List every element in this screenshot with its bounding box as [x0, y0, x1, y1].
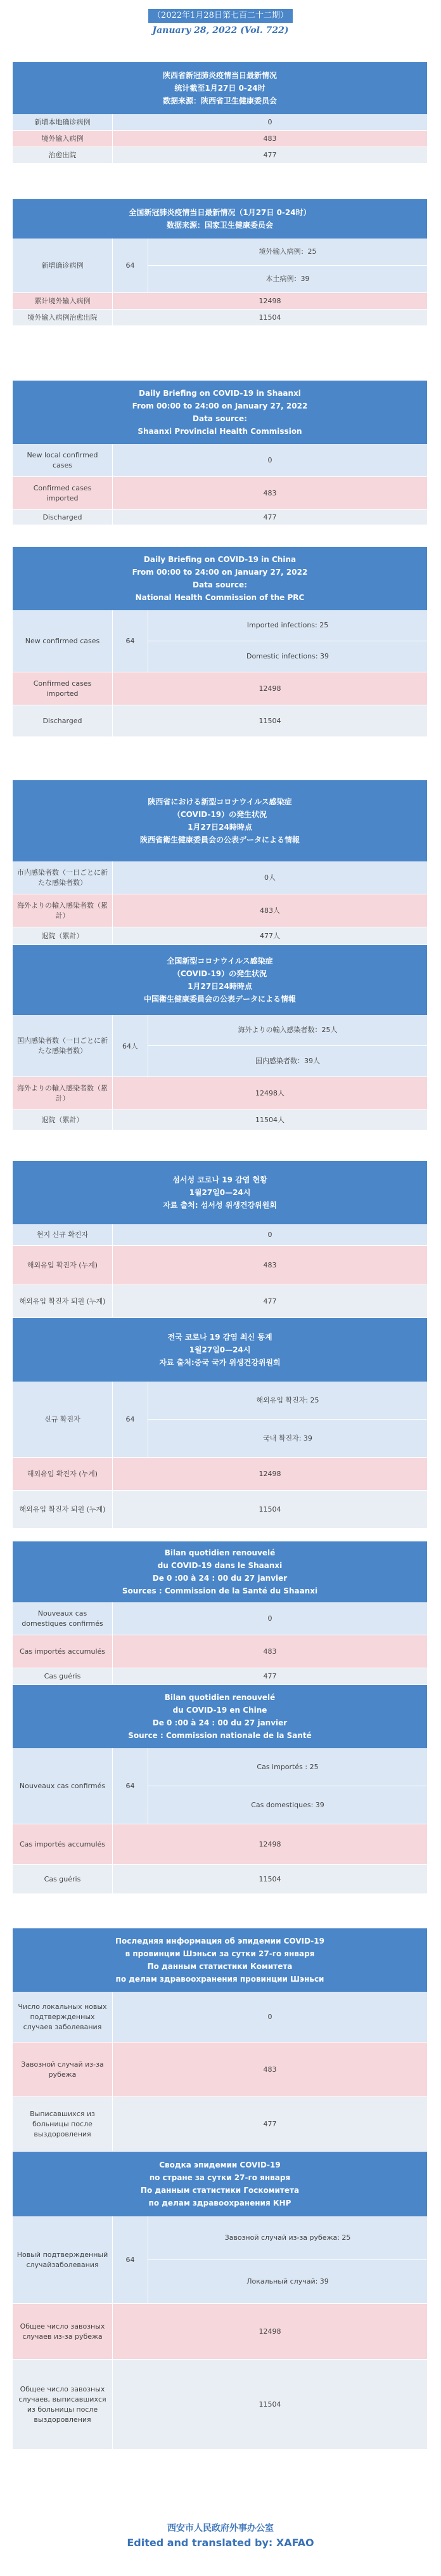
- section-title-line: по стране за сутки 27-го января: [149, 2173, 291, 2182]
- row-label: 현지 신규 확진자: [36, 1230, 89, 1239]
- table-row: [13, 310, 427, 326]
- section-title-line: Сводка эпидемии COVID-19: [159, 2161, 281, 2169]
- section-title-line: 전국 코로나 19 감염 최신 동계: [167, 1333, 272, 1342]
- section-title-line: По данным статистики Госкомитета: [140, 2186, 300, 2195]
- row-value: 477: [112, 510, 427, 525]
- row-label: Confirmed cases imported: [33, 679, 92, 698]
- row-label: 海外よりの輸入感染者数（累計）: [17, 1083, 108, 1102]
- briefing-section-ja_china: [13, 945, 427, 1130]
- section-title-line: Shaanxi Provincial Health Commission: [137, 427, 302, 436]
- row-label: 해외유입 확진자 퇴원 (누계): [19, 1297, 106, 1305]
- row-label: 退院（累計）: [41, 1115, 84, 1124]
- row-value: 11504: [112, 1865, 427, 1893]
- row-label: Nouveaux cas domestiques confirmés: [22, 1609, 103, 1628]
- briefing-section-ko_shaanxi: [13, 1161, 427, 1318]
- domestic-cases: 本土病例：39: [265, 275, 310, 283]
- row-label: 해외유입 확진자 (누계): [27, 1260, 98, 1269]
- section-title-line: Source : Commission nationale de la Santé: [128, 1731, 312, 1740]
- row-label: 退院（累計）: [41, 931, 84, 940]
- row-value: 11504: [112, 705, 427, 736]
- table-row: [13, 293, 427, 310]
- section-title-line: 1월27일0—24시: [189, 1345, 251, 1354]
- section-title-line: 자료 출처: 섬서성 위생건강위원회: [163, 1201, 277, 1210]
- briefing-section-fr_shaanxi: [13, 1541, 427, 1685]
- row-label: New local confirmed cases: [27, 450, 98, 469]
- row-value: 483: [112, 1246, 427, 1285]
- section-title-line: 陝西省衛生健康委員会の公表データによる情報: [139, 835, 300, 844]
- row-label: 累计境外输入病例: [34, 296, 91, 305]
- row-new-confirmed: [13, 2216, 427, 2304]
- row-value: 477: [112, 1285, 427, 1317]
- table-row: [13, 861, 427, 894]
- section-title-line: 1月27日24時時点: [188, 982, 252, 991]
- table-row: [13, 477, 427, 510]
- section-title-line: Data source:: [193, 580, 247, 589]
- briefing-section-en_shaanxi: [13, 381, 427, 525]
- section-title: [13, 199, 427, 239]
- section-title-line: Daily Briefing on COVID-19 in Shaanxi: [139, 389, 301, 398]
- briefing-section-cn_shaanxi: [13, 62, 427, 164]
- new-confirmed-breakdown: [148, 2216, 427, 2303]
- row-value: 477: [112, 1668, 427, 1684]
- section-title-line: National Health Commission of the PRC: [135, 593, 305, 602]
- section-title-line: 全国新冠肺炎疫情当日最新情况（1月27日 0-24时）: [129, 208, 311, 217]
- new-confirmed-breakdown: [148, 1748, 427, 1824]
- section-title-line: du COVID-19 en Chine: [172, 1706, 267, 1715]
- row-new-confirmed: [13, 239, 427, 293]
- section-title-line: 陝西省における新型コロナウイルス感染症: [148, 797, 292, 806]
- table-row: [13, 1110, 427, 1130]
- domestic-cases: Domestic infections: 39: [246, 652, 329, 660]
- row-label: 海外よりの輸入感染者数（累計）: [17, 901, 108, 920]
- table-row: [13, 927, 427, 945]
- section-title-line: 자료 출처:중국 국가 위생건강위원회: [159, 1358, 281, 1367]
- new-confirmed-total: 64: [112, 239, 148, 292]
- row-value: 12498: [112, 293, 427, 309]
- section-title-line: 1月27日24時時点: [188, 823, 252, 832]
- table-row: [13, 1992, 427, 2043]
- row-value: 12498: [112, 672, 427, 705]
- row-label: Discharged: [42, 513, 82, 521]
- table-row: [13, 1824, 427, 1865]
- table-row: [13, 510, 427, 525]
- row-new-confirmed: [13, 1015, 427, 1077]
- issue-badge: （2022年1月28日第七百二十二期）: [148, 9, 293, 23]
- briefing-section-fr_china: [13, 1685, 427, 1894]
- briefing-section-ja_shaanxi: [13, 780, 427, 945]
- new-confirmed-total: 64: [112, 1748, 148, 1824]
- new-confirmed-breakdown: [148, 1015, 427, 1076]
- row-value: 0: [112, 1602, 427, 1635]
- row-value: 0: [112, 1992, 427, 2042]
- section-title-line: 数据来源：国家卫生健康委员会: [166, 221, 273, 230]
- footer-office: 西安市人民政府外事办公室: [167, 2523, 274, 2534]
- briefing-section-ru_china: [13, 2152, 427, 2450]
- new-confirmed-total: 64: [112, 2216, 148, 2303]
- row-label: Завозной случай из-за рубежа: [21, 2060, 104, 2079]
- row-label: Общее число завозных случаев из-за рубежа: [20, 2322, 105, 2341]
- section-title-line: （COVID-19）の発生状況: [172, 810, 267, 819]
- section-title-line: （COVID-19）の発生状況: [172, 969, 267, 978]
- row-label: Discharged: [42, 716, 82, 725]
- new-confirmed-breakdown: [148, 1382, 427, 1457]
- row-value: 483人: [112, 894, 427, 927]
- section-title: [13, 2152, 427, 2216]
- footer-credit: Edited and translated by: XAFAO: [127, 2537, 314, 2549]
- new-confirmed-label: Новый подтвержденный случайзаболевания: [16, 2250, 108, 2269]
- table-row: [13, 1224, 427, 1246]
- section-title-line: From 00:00 to 24:00 on January 27, 2022: [132, 402, 308, 410]
- section-title-line: From 00:00 to 24:00 on January 27, 2022: [132, 568, 308, 577]
- section-title-line: Bilan quotidien renouvelé: [164, 1693, 276, 1702]
- section-title-line: Последняя информация об эпидемии COVID-19: [115, 1937, 324, 1945]
- section-title-line: 全国新型コロナウイルス感染症: [167, 957, 273, 965]
- row-label: Выписавшихся из больницы после выздоровления: [30, 2109, 95, 2138]
- row-label: 新增本地确诊病例: [34, 117, 91, 126]
- table-row: [13, 1865, 427, 1894]
- imported-cases: 해외유입 확진자: 25: [148, 1382, 427, 1420]
- new-confirmed-label: 신규 확진자: [44, 1415, 80, 1423]
- row-value: 12498: [112, 1824, 427, 1864]
- section-title: [13, 1318, 427, 1382]
- row-label: 境外输入病例: [41, 134, 84, 143]
- issue-date: January 28, 2022 (Vol. 722): [152, 25, 289, 36]
- row-label: Cas importés accumulés: [19, 1840, 105, 1848]
- section-title-line: De 0 :00 à 24 : 00 du 27 janvier: [152, 1718, 288, 1727]
- section-title-line: по делам здравоохранения провинции Шэньси: [115, 1975, 324, 1984]
- row-label: 市内感染者数（一日ごとに新たな感染者数）: [17, 868, 108, 887]
- table-row: [13, 444, 427, 477]
- table-row: [13, 114, 427, 131]
- briefing-section-en_china: [13, 547, 427, 737]
- row-value: 477: [112, 147, 427, 163]
- row-label: Confirmed cases imported: [33, 483, 92, 502]
- table-row: [13, 2097, 427, 2152]
- imported-cases: 海外よりの輸入感染者数：25人: [148, 1015, 427, 1046]
- new-confirmed-label: 国内感染者数（一日ごとに新たな感染者数）: [17, 1036, 108, 1055]
- table-row: [13, 1458, 427, 1491]
- row-new-confirmed: [13, 1382, 427, 1458]
- section-title: [13, 1685, 427, 1748]
- table-row: [13, 2360, 427, 2450]
- section-title: [13, 1928, 427, 1992]
- row-value: 483: [112, 131, 427, 147]
- section-title-line: 统计截至1月27日 0-24时: [174, 84, 265, 93]
- table-row: [13, 894, 427, 927]
- section-title-line: Data source:: [193, 414, 247, 423]
- row-value: 0: [112, 444, 427, 476]
- section-title-line: du COVID-19 dans le Shaanxi: [157, 1561, 283, 1570]
- new-confirmed-total: 64: [112, 1382, 148, 1457]
- row-value: 12498人: [112, 1077, 427, 1109]
- row-label: Cas guéris: [44, 1874, 81, 1883]
- table-row: [13, 705, 427, 737]
- table-row: [13, 1635, 427, 1668]
- row-value: 11504人: [112, 1110, 427, 1130]
- table-row: [13, 1285, 427, 1318]
- briefing-section-cn_china: [13, 199, 427, 326]
- section-title: [13, 381, 427, 444]
- table-row: [13, 1077, 427, 1110]
- section-title: [13, 1161, 427, 1224]
- row-value: 0: [112, 114, 427, 130]
- section-title-line: 1월27일0—24시: [189, 1188, 251, 1197]
- section-title: [13, 1541, 427, 1602]
- new-confirmed-total: 64: [112, 610, 148, 672]
- row-value: 0人: [112, 861, 427, 894]
- domestic-cases: 국내 확진자: 39: [263, 1434, 312, 1442]
- row-value: 483: [112, 1635, 427, 1668]
- section-title-line: 数据来源：陕西省卫生健康委员会: [162, 96, 277, 105]
- table-row: [13, 1602, 427, 1635]
- row-label: Cas importés accumulés: [19, 1647, 105, 1656]
- table-row: [13, 2304, 427, 2360]
- row-label: Cas guéris: [44, 1671, 81, 1680]
- briefing-section-ru_shaanxi: [13, 1928, 427, 2152]
- row-value: 477: [112, 2097, 427, 2151]
- section-title: [13, 62, 427, 114]
- section-title-line: 陕西省新冠肺炎疫情当日最新情况: [162, 71, 277, 80]
- row-value: 11504: [112, 1491, 427, 1528]
- row-label: Число локальных новых подтвержденных случаев заболевания: [18, 2002, 107, 2031]
- row-value: 483: [112, 477, 427, 509]
- section-title-line: 섬서성 코로나 19 감염 현황: [172, 1175, 267, 1184]
- row-label: 해외유입 확진자 (누계): [27, 1469, 98, 1478]
- row-value: 11504: [112, 2360, 427, 2449]
- domestic-cases: 国内感染者数：39人: [255, 1057, 320, 1065]
- row-value: 11504: [112, 310, 427, 325]
- table-row: [13, 1246, 427, 1285]
- table-row: [13, 1668, 427, 1685]
- row-value: 0: [112, 1224, 427, 1245]
- row-new-confirmed: [13, 1748, 427, 1824]
- row-value: 483: [112, 2043, 427, 2096]
- table-row: [13, 147, 427, 164]
- briefing-section-ko_china: [13, 1318, 427, 1529]
- row-label: 治愈出院: [48, 150, 77, 159]
- new-confirmed-label: Nouveaux cas confirmés: [19, 1781, 106, 1790]
- new-confirmed-total: 64人: [112, 1015, 148, 1076]
- section-title-line: в провинции Шэньси за сутки 27-го января: [125, 1949, 315, 1958]
- row-value: 12498: [112, 1458, 427, 1490]
- row-label: 해외유입 확진자 퇴원 (누계): [19, 1505, 106, 1514]
- row-value: 477人: [112, 927, 427, 945]
- row-value: 12498: [112, 2304, 427, 2359]
- section-title-line: Bilan quotidien renouvelé: [164, 1548, 276, 1557]
- section-title: [13, 945, 427, 1015]
- row-new-confirmed: [13, 610, 427, 672]
- domestic-cases: Cas domestiques: 39: [251, 1800, 324, 1809]
- section-title-line: Daily Briefing on COVID-19 in China: [143, 555, 297, 564]
- section-title-line: По данным статистики Комитета: [147, 1962, 293, 1971]
- table-row: [13, 2043, 427, 2097]
- new-confirmed-breakdown: [148, 610, 427, 672]
- imported-cases: Завозной случай из-за рубежа: 25: [148, 2216, 427, 2260]
- section-title: [13, 547, 427, 610]
- row-label: Общее число завозных случаев, выписавшихся из больницы после выздоровления: [18, 2384, 106, 2424]
- imported-cases: Imported infections: 25: [148, 610, 427, 641]
- table-row: [13, 1491, 427, 1529]
- imported-cases: Cas importés : 25: [148, 1748, 427, 1786]
- section-title-line: по делам здравоохранения КНР: [148, 2199, 291, 2207]
- new-confirmed-breakdown: [148, 239, 427, 292]
- section-title-line: Sources : Commission de la Santé du Shaanxi: [122, 1586, 318, 1595]
- domestic-cases: Локальный случай: 39: [246, 2277, 329, 2285]
- imported-cases: 境外输入病例：25: [148, 239, 427, 266]
- section-title: [13, 780, 427, 861]
- table-row: [13, 672, 427, 705]
- section-title-line: 中国衛生健康委員会の公表データによる情報: [143, 995, 296, 1004]
- table-row: [13, 131, 427, 147]
- new-confirmed-label: New confirmed cases: [25, 636, 100, 645]
- new-confirmed-label: 新增确诊病例: [41, 261, 84, 270]
- row-label: 境外输入病例治愈出院: [27, 313, 98, 322]
- section-title-line: De 0 :00 à 24 : 00 du 27 janvier: [152, 1574, 288, 1583]
